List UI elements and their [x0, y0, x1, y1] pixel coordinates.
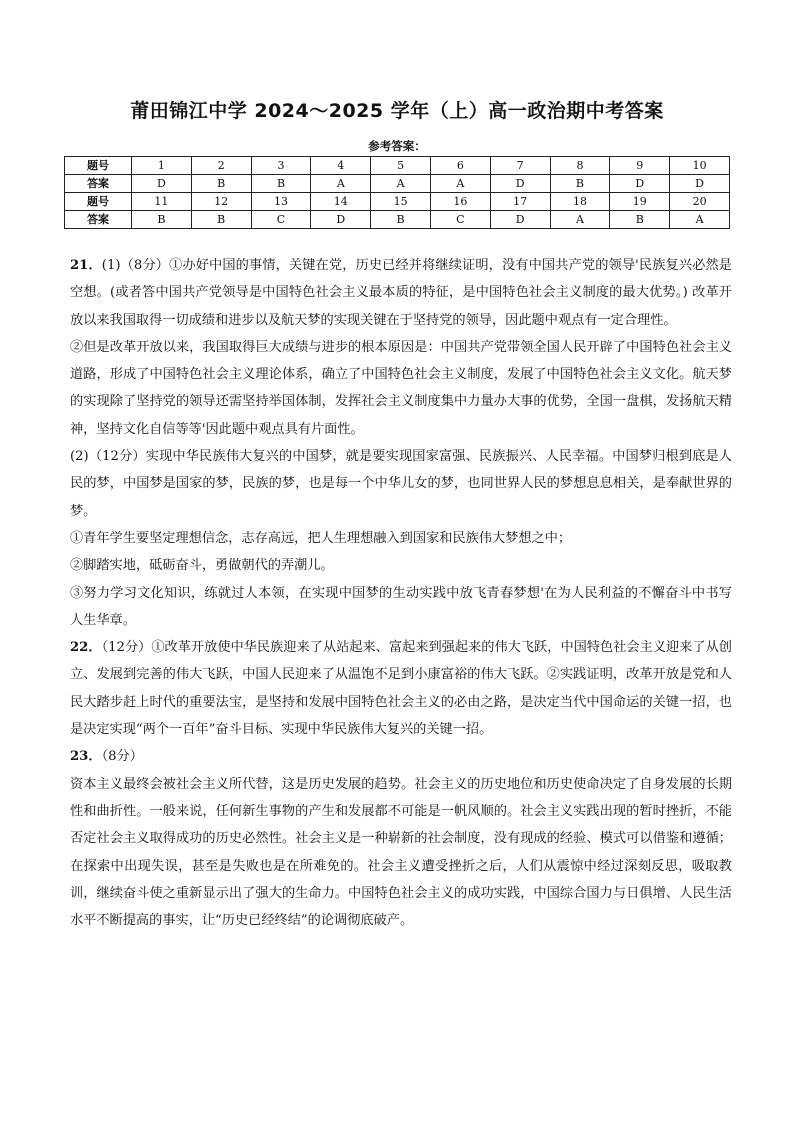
answer-table-cell: 20	[670, 193, 730, 211]
q21-part1-point1: ①办好中国的事情，关键在党，历史已经并将继续证明，没有中国共产党的领导'民族复兴必然是空想。(或者答中国共产党领导是中国特色社会主义最本质的特征，是中国特色社会主义制度的最大优势。) 改革开放以来我国取得一切成绩和进步以及航天梦的实现关键在于坚持党的领导，因此题中观点有一定合理性。	[70, 258, 732, 328]
answer-table	[64, 156, 730, 229]
answer-table-cell: D	[610, 175, 670, 193]
answer-table-cell: 10	[670, 157, 730, 175]
answer-table-cell: B	[191, 175, 251, 193]
answer-table-cell: B	[610, 211, 670, 229]
answer-table-cell: 13	[251, 193, 311, 211]
answer-table-row	[65, 193, 730, 211]
answer-table-cell: 9	[610, 157, 670, 175]
answer-table-row-header: 答案	[65, 211, 132, 229]
answer-table-row-header: 题号	[65, 193, 132, 211]
q21-number: 21．	[70, 258, 102, 273]
answer-table-row-header: 题号	[65, 157, 132, 175]
q21-part2-label: (2)（12分）	[70, 449, 146, 465]
answer-table-cell: 8	[550, 157, 610, 175]
q21-part2-paragraph	[70, 443, 732, 525]
answer-table-cell: 16	[430, 193, 490, 211]
answer-table-cell: D	[490, 211, 550, 229]
answer-key-heading: 参考答案：	[368, 139, 426, 153]
answer-table-row	[65, 157, 730, 175]
answer-content	[70, 252, 732, 934]
q21-part1-label: (1)（8分）	[101, 258, 170, 273]
q23-heading	[70, 743, 732, 770]
answer-table-row	[65, 211, 730, 229]
q21-part2-intro: 实现中华民族伟大复兴的中国梦，就是要实现国家富强、民族振兴、人民幸福。中国梦归根到底是人民的梦，中国梦是国家的梦，民族的梦，也是每一个中华儿女的梦，也同世界人民的梦想息息相关，是奉献世界的梦。	[70, 449, 732, 519]
answer-table-cell: 12	[191, 193, 251, 211]
answer-table-cell: B	[371, 211, 431, 229]
q21-part1-paragraph	[70, 252, 732, 334]
q22-text: ①改革开放使中华民族迎来了从站起来、富起来到强起来的伟大飞跃，中国特色社会主义迎来了从创立、发展到完善的伟大飞跃，中国人民迎来了从温饱不足到小康富裕的伟大飞跃。②实践证明，改革开放是党和人民大踏步赶上时代的重要法宝，是坚持和发展中国特色社会主义的必由之路，是决定当代中国命运的关键一招，也是决定实现“两个一百年”奋斗目标、实现中华民族伟大复兴的关键一招。	[70, 640, 732, 738]
q21-part2-point3: ③努力学习文化知识，练就过人本领，在实现中国梦的生动实践中放飞青春梦想'在为人民利益的不懈奋斗中书写人生华章。	[70, 585, 732, 628]
answer-table-cell: 14	[311, 193, 371, 211]
answer-table-cell: A	[371, 175, 431, 193]
q21-part2-point2: ②脚踏实地，砥砺奋斗，勇做朝代的弄潮儿。	[70, 558, 334, 574]
answer-table-cell: 7	[490, 157, 550, 175]
answer-table-cell: 15	[371, 193, 431, 211]
q22-number: 22．	[70, 640, 102, 656]
q21-part1-point2: ②但是改革开放以来，我国取得巨大成绩与进步的根本原因是：中国共产党带领全国人民开辟了中国特色社会主义道路，形成了中国特色社会主义理论体系，确立了中国特色社会主义制度，发展了中国特色社会主义文化。航天梦的实现除了坚持党的领导还需坚持举国体制，发挥社会主义制度集中力量办大事的优势，全国一盘棋，发扬航天精神，坚持文化自信等等'因此题中观点具有片面性。	[70, 339, 732, 437]
q22-label: （12分）	[101, 640, 152, 656]
answer-table-cell: 19	[610, 193, 670, 211]
answer-table-cell: 11	[132, 193, 192, 211]
answer-table-cell: C	[430, 211, 490, 229]
answer-table-row-header: 答案	[65, 175, 132, 193]
answer-table-cell: 18	[550, 193, 610, 211]
answer-table-cell: A	[311, 175, 371, 193]
page-title: 莆田锦江中学 2024～2025 学年（上）高一政治期中考答案	[130, 100, 664, 122]
answer-table-cell: 1	[132, 157, 192, 175]
answer-table-cell: A	[430, 175, 490, 193]
answer-table-cell: 2	[191, 157, 251, 175]
q23-label: （8分）	[101, 749, 143, 765]
answer-table-cell: A	[550, 211, 610, 229]
answer-table-cell: 4	[311, 157, 371, 175]
q23-number: 23．	[70, 749, 102, 765]
q22-paragraph	[70, 634, 732, 743]
q23-text: 资本主义最终会被社会主义所代替，这是历史发展的趋势。社会主义的历史地位和历史使命决定了自身发展的长期性和曲折性。一般来说，任何新生事物的产生和发展都不可能是一帆风顺的。社会主义实践出现的暂时挫折，不能否定社会主义取得成功的历史必然性。社会主义是一种崭新的社会制度，没有现成的经验、模式可以借鉴和遵循；在探索中出现失误，甚至是失败也是在所难免的。社会主义遭受挫折之后，人们从震惊中经过深刻反思，吸取教训，继续奋斗使之重新显示出了强大的生命力。中国特色社会主义的成功实践，中国综合国力与日俱增、人民生活水平不断提高的事实，让“历史已经终结”的论调彻底破产。	[70, 776, 732, 929]
answer-table-cell: D	[670, 175, 730, 193]
answer-table-row	[65, 175, 730, 193]
answer-table-cell: B	[191, 211, 251, 229]
answer-table-cell: B	[132, 211, 192, 229]
answer-table-cell: B	[550, 175, 610, 193]
q21-part2-point1: ①青年学生要坚定理想信念，志存高远，把人生理想融入到国家和民族伟大梦想之中；	[70, 530, 572, 546]
answer-table-cell: 5	[371, 157, 431, 175]
answer-table-cell: D	[132, 175, 192, 193]
answer-table-cell: D	[490, 175, 550, 193]
answer-table-cell: 17	[490, 193, 550, 211]
answer-table-cell: A	[670, 211, 730, 229]
answer-table-cell: D	[311, 211, 371, 229]
answer-table-cell: C	[251, 211, 311, 229]
answer-table-cell: B	[251, 175, 311, 193]
answer-table-cell: 3	[251, 157, 311, 175]
answer-table-cell: 6	[430, 157, 490, 175]
